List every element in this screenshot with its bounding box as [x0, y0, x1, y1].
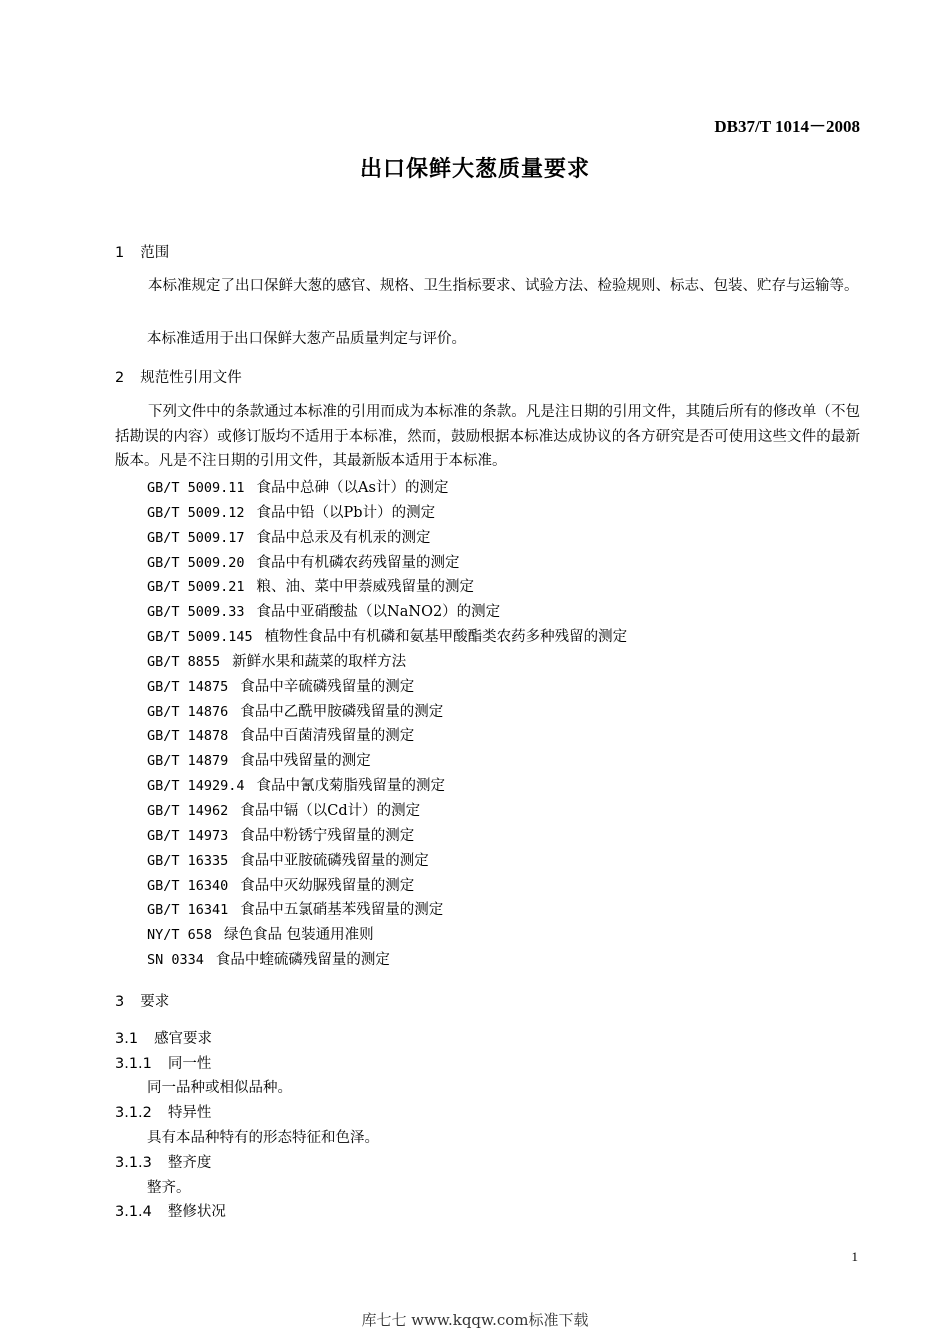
section-1-paragraph-2: 本标准适用于出口保鲜大葱产品质量判定与评价。 [147, 331, 466, 347]
reference-title: 食品中粉锈宁残留量的测定 [240, 827, 415, 844]
reference-code: GB/T 14878 [147, 728, 229, 745]
reference-item [147, 478, 627, 503]
reference-code: GB/T 5009.20 [147, 554, 245, 571]
reference-item [147, 726, 627, 751]
reference-title: 食品中总汞及有机汞的测定 [256, 529, 431, 546]
document-title: 出口保鲜大葱质量要求 [359, 157, 590, 182]
reference-item [147, 528, 627, 553]
reference-code: GB/T 8855 [147, 653, 221, 670]
reference-code: GB/T 16335 [147, 852, 229, 869]
section-title: 规范性引用文件 [140, 370, 242, 386]
reference-code: GB/T 16340 [147, 877, 229, 894]
reference-title: 食品中五氯硝基苯残留量的测定 [240, 902, 444, 919]
reference-item [147, 776, 627, 801]
reference-code: GB/T 5009.21 [147, 579, 245, 596]
reference-code: NY/T 658 [147, 927, 213, 944]
section-number: 3 [115, 994, 125, 1010]
reference-title: 食品中总砷（以As计）的测定 [256, 480, 449, 496]
reference-item [147, 876, 627, 901]
reference-code: GB/T 14879 [147, 753, 229, 770]
section-title: 要求 [140, 994, 170, 1010]
section-3-heading [115, 990, 169, 1011]
reference-item [147, 900, 627, 925]
reference-item [147, 553, 627, 578]
section-3-1-2-text: 具有本品种特有的形态特征和色泽。 [147, 1130, 379, 1146]
reference-item [147, 577, 627, 602]
section-1-paragraph-1: 本标准规定了出口保鲜大葱的感官、规格、卫生指标要求、试验方法、检验规则、标志、包装、贮存与运输等。 [148, 278, 859, 294]
reference-item [147, 677, 627, 702]
reference-item [147, 602, 627, 627]
reference-title: 食品中乙酰甲胺磷残留量的测定 [240, 703, 444, 720]
section-2-heading [115, 366, 242, 387]
page-number: 1 [851, 1249, 858, 1264]
section-2-intro: 下列文件中的条款通过本标准的引用而成为本标准的条款。凡是注日期的引用文件，其随后所有的修改单（不包括勘误的内容）或修订版均不适用于本标准，然而，鼓励根据本标准达成协议的各方研究是否可使用这些文件的最新版本。凡是不注日期的引用文件，其最新版本适用于本标准。 [115, 404, 860, 470]
reference-code: GB/T 14962 [147, 802, 229, 819]
reference-item [147, 652, 627, 677]
reference-title: 新鲜水果和蔬菜的取样方法 [232, 653, 407, 670]
reference-item [147, 851, 627, 876]
reference-code: GB/T 5009.33 [147, 604, 245, 621]
reference-title: 植物性食品中有机磷和氨基甲酸酯类农药多种残留的测定 [264, 629, 628, 646]
section-3-1-3-text: 整齐。 [147, 1180, 191, 1196]
reference-title: 食品中蝰硫磷残留量的测定 [215, 952, 390, 969]
section-number: 2 [115, 370, 125, 386]
section-title: 范围 [140, 245, 170, 261]
reference-title: 食品中镉（以Cd计）的测定 [240, 802, 421, 819]
footer-watermark: 库七七 www.kqqw.com标准下载 [361, 1311, 589, 1329]
reference-title: 食品中辛硫磷残留量的测定 [240, 678, 415, 695]
reference-code: GB/T 5009.145 [147, 629, 253, 646]
reference-item [147, 702, 627, 727]
section-1-heading [115, 241, 169, 262]
reference-title: 食品中亚胺硫磷残留量的测定 [240, 852, 429, 869]
reference-title: 食品中百菌清残留量的测定 [240, 728, 415, 745]
section-number: 1 [115, 245, 125, 261]
reference-code: GB/T 14875 [147, 678, 229, 695]
reference-item [147, 925, 627, 950]
reference-code: GB/T 5009.12 [147, 504, 245, 521]
section-3-1-2-heading: 3.1.2 特异性 [115, 1105, 212, 1121]
reference-title: 食品中铅（以Pb计）的测定 [256, 504, 436, 521]
reference-title: 食品中残留量的测定 [240, 753, 371, 770]
reference-item [147, 503, 627, 528]
reference-code: GB/T 14876 [147, 703, 229, 720]
standard-number: DB37/T 1014－2008 [714, 117, 860, 136]
reference-title: 食品中亚硝酸盐（以NaNO2）的测定 [256, 604, 501, 621]
reference-title: 食品中有机磷农药残留量的测定 [256, 554, 460, 571]
reference-code: GB/T 14973 [147, 827, 229, 844]
reference-item [147, 826, 627, 851]
section-3-1-4-heading: 3.1.4 整修状况 [115, 1204, 226, 1220]
section-3-1-1-text: 同一品种或相似品种。 [147, 1080, 292, 1096]
section-3-1-3-heading: 3.1.3 整齐度 [115, 1155, 212, 1171]
reference-code: GB/T 5009.17 [147, 529, 245, 546]
reference-code: GB/T 16341 [147, 902, 229, 919]
reference-item [147, 950, 627, 975]
reference-code: GB/T 5009.11 [147, 480, 245, 496]
reference-list [147, 478, 627, 975]
reference-item [147, 751, 627, 776]
reference-item [147, 801, 627, 826]
reference-title: 食品中氰戊菊脂残留量的测定 [256, 778, 446, 795]
section-3-1-1-heading: 3.1.1 同一性 [115, 1056, 212, 1072]
reference-item [147, 627, 627, 652]
reference-code: SN 0334 [147, 952, 204, 969]
reference-title: 粮、油、菜中甲萘威残留量的测定 [256, 579, 475, 596]
reference-title: 食品中灭幼脲残留量的测定 [240, 877, 415, 894]
reference-code: GB/T 14929.4 [147, 778, 245, 795]
reference-title: 绿色食品 包装通用准则 [224, 927, 374, 944]
section-3-1-heading: 3.1 感官要求 [115, 1031, 213, 1047]
